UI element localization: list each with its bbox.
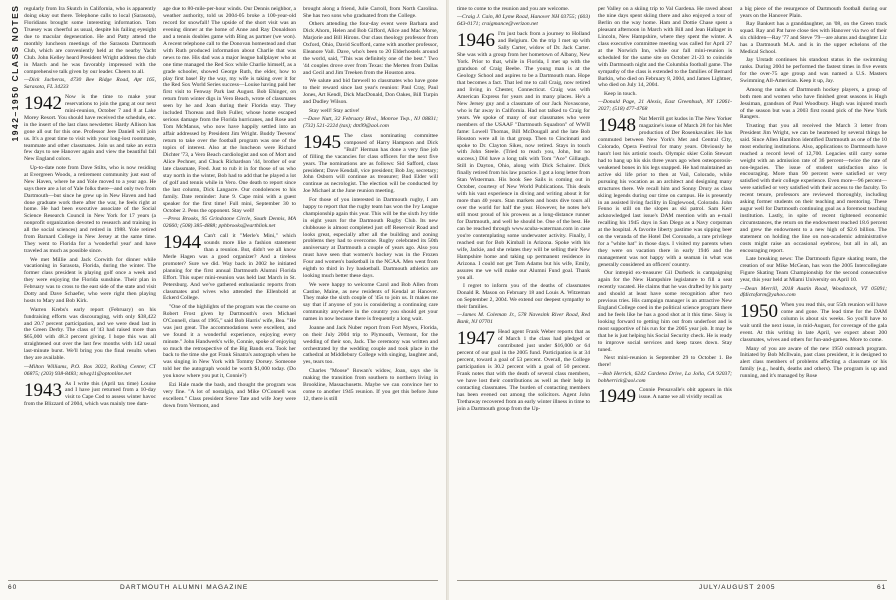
column-text: Trusting that you all received the March 3 letter from President Jim Wright, we can be heartened by several things he said. Since Allen Hamilton identified Dartmouth as one of the 10 most enduring institutions. Also, applications to Dartmouth have reached a record level of 12,700. Legacies still carry some weight with an admission rate of 36 percent—twice the rate of non-legacies. The issue of student satisfaction also is encouraging. More than 90 percent were satisfied or very satisfied with their college experience. Even more—96 percent—were satisfied or very satisfied with their access to the faculty. To recent tenure, professors are reviewed thoroughly, including asking former students on their teaching and mentoring. These augur well for Dartmouth continuing goal as a foremost teaching institution. Lastly, in spite of recent tightened economic circumstances, the return on the endowment reached 18.6 percent and grew the endowment to a new high of $2.6 billion. The statement on holding the line on non-academic administrative costs might raise an occasional eyebrow, but all in all, an encouraging report. xyxy=(740,122,887,254)
column-text: As I write this (April tax time) Louise and I have just returned from a 10-day visit to Cape Cod to assess winter havoc from the Blizzard of 2004, which was mainly tree dam- xyxy=(24,380,156,408)
column-text: brought along a friend, Julie Carroll, from North Carolina. She has two sons who graduated from the College. xyxy=(303,6,438,19)
column-text: Next mini-reunion is September 29 to October 1. Be there! xyxy=(598,355,732,369)
column-text: Warren Krebs's early report (February) on his fundraising efforts was discouraging, with only $38,422 and 20.7 percent participation, and we were dead last in the Green Derby. The class of '43 had raised more than $65,000 with 48.3 percent giving. I hope this was all straightened out over the last few months with 142 usual last-minute burst. We'll bring you the final results when they are available. xyxy=(24,306,156,362)
footer-rule xyxy=(8,580,438,581)
column-text: Jay Urstadt continues his standout status in the swimming ranks. During 2004 he performed the fastest times in five events for the over-75 age group and was named a U.S. Masters Swimming All-American. Keep it up, Jay. xyxy=(740,57,887,85)
left-column-2 xyxy=(163,6,296,578)
class-entry xyxy=(24,94,156,165)
class-secretary-signature: —Dean Merrill, 2018 Austin Road, Woodstock, VT 05091; dfdictofarm@yahoo.com xyxy=(740,285,887,299)
class-entry xyxy=(163,233,296,304)
column-text: Up-to-date note from Dave Stilts, who is now residing at Evergreen Woods, a retirement community just east of New Haven, where he and Yole moved to a year ago. He says there are a lot of Yale folks there—and only two from Dartmouth—but since he grew up in New Haven and had done graduate work there after the war, he feels right at home. He had been executive associate of the Social Science Research Council in New York for 17 years (a nonprofit organization devoted to research and training in all the social sciences) and retired in 1988. Yole retired from Barnard College in New Jersey at the same time. They went to Florida for a 'wonderful year' and have traveled as much as possible since. xyxy=(24,164,156,255)
class-year-heading: 1947 xyxy=(457,328,495,350)
column-text: We were happy to welcome Carol and Bob Allen from Castine, Maine, as new residents of Kendal at Hanover. They make the sixth couple of '45s to join us. It makes me say that if anyone of you is considering a continuing care community anywhere in the country you should get your names in now because there is frequently a long wait. xyxy=(303,281,438,323)
class-year-heading: 1946 xyxy=(457,30,495,52)
class-entry xyxy=(24,381,156,410)
column-text: regularly from Ira Skutch in California, who is apparently doing okay out there. Telephone calls to local (Sarasota), Floridians brought some interesting information. Tom Truesey was cheerful as usual, despite his failing eyesight due to macular degeneration. He and Patty attend the monthly luncheon meetings of the Sarasota Dartmouth Club, which are conveniently held at the nearby Yacht Club. John Kelley heard President Wright address the club in March and he was favorably impressed with the comprehensive talk given by our leader. Cheers to all. xyxy=(24,6,156,75)
class-notes-sidebar xyxy=(2,6,20,156)
column-text: We met Millie and Jack Corwith for dinner while vacationing in Sarasota, Florida, during the winter. The former class president is playing golf once a week and they were enjoying the Florida sunshine. Their plan in February was to cross to the east side of the state and visit Dotty and Dave Schaefer, who were right then playing hosts to Mary and Bob Kirk. xyxy=(24,256,156,305)
column-text: Keep in touch. xyxy=(604,90,637,97)
class-entry xyxy=(740,302,887,345)
class-entry xyxy=(598,387,732,406)
class-entry xyxy=(457,31,590,283)
column-text: Head agent Frank Weber reports that as of March 1 the class had pledged or contributed just under $16,000 or 64 percent of our goal in the 2005 fund. Participation is at 34 percent, toward a goal of 53 percent. Overall, the College participation is 30.2 percent with a goal of 50 percent. Frank notes that with the death of several class members, we have lost their contributions as well as their help in contacting classmates. The burden of contacting members has been evened out among the solicitors. Agent John Trethaway recovered from an early winter illness in time to join a Dartmouth group from the Up- xyxy=(457,329,590,412)
class-entry xyxy=(303,133,438,197)
column-text: Joanne and Jack Nuber report from Fort Myers, Florida, on their July 2004 trip to Plymouth, Vermont, for the wedding of their son, Jack. The ceremony was written and orchestrated by the wedding couple and took place in the cathedral at Middlebury College with singing, laughter and, yes, tears too. xyxy=(303,324,438,366)
column-text: time to come to the reunion and you are welcome. xyxy=(457,6,570,12)
page-number-right: 61 xyxy=(877,584,887,591)
column-text: I'm just back from a journey to Holland and Belgium. On the trip I met up with Sally Carter, widow of Dr. Jack Carter. She was with a group from her hometown of Albany, New York. Prior to that, while in Florida, I met up with the grandson of Craig Beebe. The young man is at the Geology School and aspires to be a Dartmouth man. Hope that becomes a fact. That led me to call Craig, now retired and living in Chester, Connecticut. Craig was with American Express for years and in many places. He's a New Jersey guy and a classmate of our Jack Novascone, who is far away in California. Had not talked to Craig for years. We spoke of many of our classmates who were members of the USAAF "Dartmouth Squadron" of WWII fame: Lowell Thomas, Bill McDougall and the late Bob Houston were all in that group. Then to Cincinnati and spoke to Dr. Clayton Sikes, now retired. Stays in touch with John Steele. (Tried to reach you, John, but no success.) Did have a long talk with Tom "Ace" Gillaugh. Still in Dayton, Ohio, along with Dick Schairer. Dick finally retired from his law practice. I got a long letter from Stan Wisterman. His book See Sails is coming out in October, courtesy of New World Publications. This deals with his vast experience in diving and writing about it for more than 40 years. Stan markets and hosts dive tours all over the world for half the year. However, he notes he's still most proud of his prowess as a long-distance runner for Dartmouth, and well he should be. One of the best. He can be reached through www.scuba-waterman.com in case you're contemplating some underwater activity. Finally, I reached out for Bob Kimball in Arizona. Spoke with his wife, Jackie, and she relates they will be selling their New Hampshire home and taking up permanent residence in Arizona. I could not get Tom Adams but his wife, Emily, assures me we will make our Alumni Fund goal. Thank you all. xyxy=(457,31,590,281)
column-text: Among the ranks of Dartmouth hockey players, a group of both men and women who have finished great seasons is Hugh Jessiman, grandson of Paul Woodbury. Hugh was injured much of the season but was a 2003 first round pick of the New York Rangers. xyxy=(740,86,887,121)
left-column-3 xyxy=(303,6,438,578)
column-text: We salute and bid farewell to classmates who have gone to their reward since last year's reunion: Paul Cray, Paul Jones, Art Kendl, Dick MacDonald, Don Oakes, Bill Turpin and Dudley Wilson. xyxy=(303,78,438,106)
column-text: Can't call it "Merle's Mini," which sounds more like a fashion statement than a reunion. But, didn't we all know Merle Hagen was a good organizer? And a tireless promoter? Sure we did. Way back in 2002 he initiated planning for the first annual Dartmouth Alumni Florida Effort. This super mini-reunion was held last March in St. Petersburg. And we've gathered enthusiastic reports from classmates and wives who attended the Ellenbold at Eckerd College. xyxy=(163,232,296,302)
column-text: "One of the highlights of the program was the course on Robert Frost given by Dartmouth's own Michael O'Connell, class of 1965," said Bob Harris' wife, Bea. "He was just great. The accommodations were excellent, and we found it a wonderful experience, enjoying every minute." John Handwerk's wife, Connie, spoke of enjoying so much the retrospective of the Big Bands era. Took her back to the time she got Frank Sinatra's autograph when he was singing in New York with Tommy Dorsey. Someone told her the autograph would be worth $1,000 today. (Do you know where you put it, Connie?) xyxy=(163,303,296,380)
column-text: Our intrepid ex-treasurer Gil Durbeck is campaigning again for the New Hampshire legislature to fill a seat recently vacated. He claims that he was drafted by his party and should at least have some recognition after two previous tries. His campaign manager is an attractive New England College coed in the political science program there and he feels like he has a good shot at it this time. Sissy is looking forward to getting him out from underfoot and is most supportive of his run for the 2005 year job. It may be that he is just helping his Social Security check. He is ready to improve social services and keep taxes down. Stay tuned. xyxy=(598,270,732,353)
footer-rule xyxy=(457,580,887,581)
left-page xyxy=(0,0,447,600)
right-column-1 xyxy=(457,6,590,578)
column-text: I regret to inform you of the deaths of classmates Donald R. Mason on February 18 and Louis A. Witzeman on September 2, 2004. We extend our deepest sympathy to their families. xyxy=(457,282,590,310)
column-text: a big piece of the resurgence of Dartmouth football during our years on the Hanover Plain. xyxy=(740,6,887,19)
column-text: Many of you are aware of the new 1950 outreach program. Initiated by Bob McIlwain, past class president, it is designed to alert class members of problems affecting a classmate or his family (e.g., health, deaths and others). The program is up and running, and it's managed by Rose xyxy=(740,345,887,380)
class-year-heading: 1945 xyxy=(303,131,341,153)
class-entry xyxy=(598,116,732,270)
class-secretary-signature: —Milton Williams, P.O. Box 3022, Rolling Center, CT 06875; (203) 938-8483; mlwg11@optonline.net xyxy=(24,363,156,377)
column-text: Stay well! Stay active! xyxy=(309,107,360,114)
column-text: Ray Bankert has a granddaughter, an '08, on the Green track squad. Ray and Pat have close ties with Hanover via two of their six children—Ray '77 and Steve '79—are alums and daughter Liz has a Dartmouth M.A. and is in the upper echelons of the Medical School. xyxy=(740,21,887,56)
class-year-heading: 1944 xyxy=(163,231,201,253)
magazine-title: DARTMOUTH ALUMNI MAGAZINE xyxy=(120,584,249,591)
column-text: Connie Pensavalle's obit appears in this issue. A name we all vividly recall as xyxy=(639,387,732,401)
column-text: Ezi Hale made the bash, and thought the program was very fine. "A lot of nostalgia, and Mike O'Connell was excellent." Class president Steve Tate and wife Joey were down from Vermont, and xyxy=(163,381,296,409)
class-secretary-signature: —Craig J. Cain, 80 Lyme Road, Hanover NH 03755; (603) 643-0171; craigmance@verizon.net xyxy=(457,14,590,28)
class-year-heading: 1948 xyxy=(598,115,636,137)
column-text: age due to 80-mile-per-hour winds. Our Dennis neighbor, a weather authority, told us 2004-05 broke a 100-year-old record for snowfall! The upside of the short visit was an evening dinner at the home of Anne and Ray Donaldson and a tennis doubles game with Bing as partner (we won). A recent telephone call to the Donovan homestead and chat with Ruth produced information about Charlie that was news to me. His dad was a major league ballplayer who at one time managed the Red Sox while Charlie himself, as a grade schooler, showed George Ruth, the elder, how to play first base! By the way, my wife is taking over it for the Red Sox World Series success—Louise having paid her first visit to Fenway Park last August. Bob Ehinger, on return from winter digs in Vero Beach, wrote of classmates seen by he and Joan during their Florida stay. They included Thoreau and Bob Fuller, whose home escaped serious damage from the Florida hurricanes, and Rose and Tom McManus, who now have happily settled into an affair addressed by President Jim Wright. Buddy Teevens' return to take over the football program was one of the topics of interest. Also at the luncheon were Richard Dichter '73, a Vero Beach cardiologist and son of Mort and Alice Pechner, and Chuck Richardson '44, brother of our late classmate, Fred. Just to rub it in for those of us who stay north in the winter, Bob had to add that he played a lot of golf and tennis while in Vero. One death to report since the last column, Dick Langacre. Our condolences to his family. Date reminder: June 9. Cape mini with a guest speaker for the first time! Full mini, September 30 to October 2. Pens the opponent. Stay well! xyxy=(163,6,296,214)
column-text: For those of you interested in Dartmouth rugby, I am happy to report that the rugby team has won the Ivy League championship again this year. This will be the sixth Ivy title in eight years for the Dartmouth Rugby Club. Its new clubhouse is almost completed just off Reservoir Road and looks great, especially after all the building and zoning problems they had to overcome. Rugby celebrated its 50th anniversary at Dartmouth a couple of years ago. Also you must have seen that women's hockey was in the Frozen Four and women's basketball in the NCAA. Men went from eighth to third in Ivy basketball. Dartmouth athletics are looking much better these days. xyxy=(303,196,438,280)
class-secretary-signature: —Donald Page, 21 Alexis, East Greenbush, NY 12061-2027; (518) 477-4768 xyxy=(598,99,732,113)
class-year-heading: 1942 xyxy=(24,92,62,114)
column-text: Late breaking news: The Dartmouth figure skating team, the creation of our Mike McGean, has won the 2005 Intercollegiate Figure Skating Team Championship for the second consecutive year, this year held at Miami University on April 10. xyxy=(740,256,887,284)
class-secretary-signature: —Dick Jacheras, 4730 Bee Ridge Road, Apt 165, Sarasota, FL 34233 xyxy=(24,76,156,90)
right-column-2 xyxy=(598,6,732,578)
column-text: per Valley on a skiing trip to Val Gardena. He raved about the nine days spent skiing there and also enjoyed a tour of Berlin on the way home. Ham and Dottie Chase spent a pleasant afternoon in March with Bill and Jean Hallager in Lincoln, New Hampshire, where they spent the winter. A class executive committee meeting was called for April 27 at the Norwich Inn, while our fall mini-reunion is scheduled for the same site on October 21-23 to coincide with Dartmouth night and the Columbia football game. The sympathy of the class is extended to the families of Bernard Barkin, who died on February 8, 2004, and James Lightner, who died on July 14, 2004. xyxy=(598,6,732,89)
right-column-3 xyxy=(740,6,887,578)
sidebar-label: 1942–1950 CLASS NOTES xyxy=(10,4,20,142)
class-secretary-signature: —Press Brooks, 95 Grindstone Circle, South Dennis, MA 02660; (508) 385-4888; pphbrooks@earthlink.net xyxy=(163,215,296,229)
class-secretary-signature: —Bob Herrick, 6242 Cardeno Drive, La Jolla, CA 92037; bobherrick@aol.com xyxy=(598,370,732,384)
issue-date: JULY/AUGUST 2005 xyxy=(699,584,776,591)
column-text: When you read this, our 55th reunion will have come and gone. The lead time for the DAM column is about six weeks. So you'll have to wait until the next issue, in mid-August, for coverage of the gala event. At this writing in late April, we expect about 200 classmates, wives and others for fun-and-games. More to come. xyxy=(740,302,887,344)
column-text: The class nominating committee composed of Harry Hampson and Dick "Bull" Herman has done a very fine job of filling the vacancies for class officers for the next five years. The nominations are as follows: Sid Safford, class president; Dave Kendall, vice president; Bob Jay, secretary; John Osborn will continue as treasurer; Bud Elder will continue as necrologist. The election will be conducted by Joe Michael at the June reunion meeting. xyxy=(303,132,438,195)
left-column-1 xyxy=(24,6,156,578)
class-entry xyxy=(457,329,590,414)
column-text: Now is the time to make your reservations to join the gang at our next mini-reunion, October 7 and 8 at Lake Morey Resort. You should have received the schedule, etc. in the insert of the last class newsletter. Hardy Allison has gone all out for this one. Professor Jere Daniell will join us. It's a great time to visit with your long-lost roommate, teammate and other classmates. Join us and take an extra few days to see Hanover again and view the beautiful fall New England colors. xyxy=(24,93,156,163)
right-page xyxy=(449,0,896,600)
column-text: Charles "Moose" Rowan's widow, Joan, says she is making the transition from southern to northern living in Brookline, Massachusetts. Maybe we can convince her to come to another 1945 reunion. If you get this before June 12, there is still xyxy=(303,367,438,402)
column-text: Nat Merrill got kudos in The New Yorker magazine's issue of March 28 for his Met production of Der Rosenkavalier. He has commuted between New York's Met and Central City, Colorado, Opera Festival for many years. Obviously he hasn't lost his artistic touch. Olympic skier Colin Stewart had to hang up his skis three years ago when osteoporosis-weakened bones in his legs snapped. He had maintained an active ski life prior to then at Vail, Colorado, while pursuing his vocation as an architect and designing many structures there. We recall him and Sonny Drury as class skiing legends during our time on campus. He is presently in an assisted living facility in Englewood, Colorado. John Fenno is still on the slopes as ski patrol. Sam Kerr acknowledged last issue's DAM mention with an e-mail recalling his 1945 days in San Diego as a Navy corpsman at the hospital. A favorite liberty pastime was sipping beer on the veranda of the Hotel Del Coronado, a rare privilege for a "white hat" in those days. I visited my parents when they were on vacation there in early 1946 and the management was not happy with a seaman in what was generally considered an officers' country. xyxy=(598,116,732,269)
class-year-heading: 1950 xyxy=(740,301,778,323)
class-secretary-signature: —Dave Nutt, 32 February Blvd., Monroe Twp., NJ 08831; (732) 521-2224 (tax); dtn99@aol.com xyxy=(303,115,438,129)
page-number-left: 60 xyxy=(8,584,18,591)
column-text: Others attending the four-day event were Barbara and Dick Ahorn, Helen and Bob Gifford, Alice and Mac Morse, Marjorie and Bill Hirons. Our class theology professor from Oxford, Ohio, David Scofford, came with another professor, Eleanore Vall. Dave, who's been to 20 Elderhostels around the world, said, "This was definitely one of the best." Two '44 couples drove over from Texas: the Merten from Dallas and Cecil and Jim Treeken from the Houston area. xyxy=(303,21,438,76)
class-year-heading: 1949 xyxy=(598,386,636,408)
class-secretary-signature: —James M. Coleman Jr., 578 Navesink River Road, Red Bank, NJ 07701 xyxy=(457,312,590,326)
class-year-heading: 1943 xyxy=(24,379,62,401)
